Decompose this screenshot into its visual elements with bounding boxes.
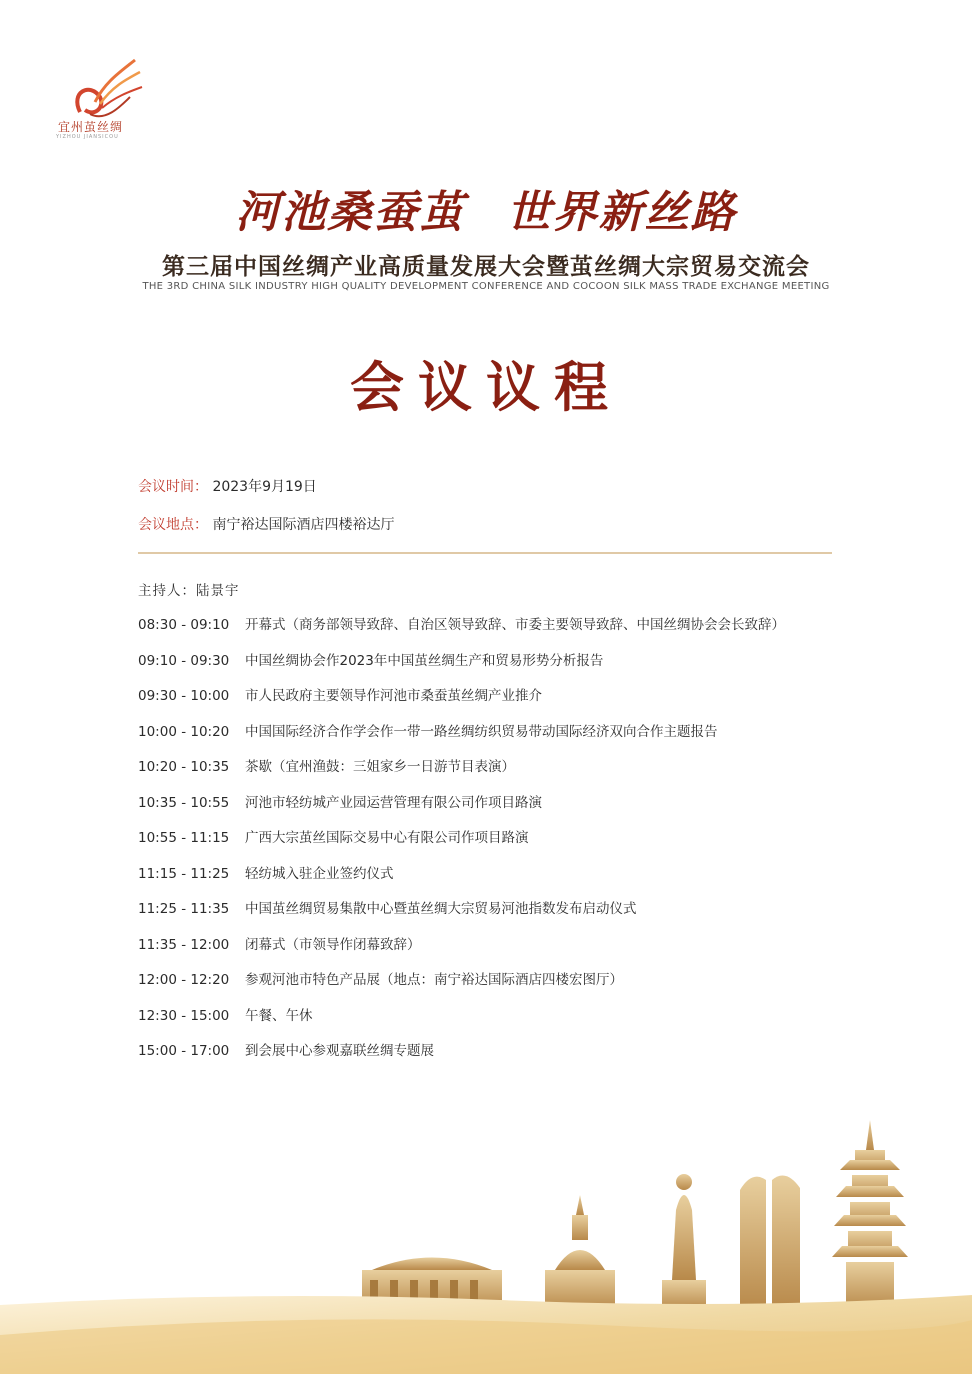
schedule-item: 闭幕式（市领导作闭幕致辞）: [245, 936, 421, 953]
golden-skyline-illustration: [0, 1120, 972, 1374]
schedule-item: 午餐、午休: [245, 1007, 313, 1024]
place-label: 会议地点：: [138, 517, 208, 533]
schedule-time: 08:30 - 09:10: [138, 617, 230, 633]
meeting-time: [138, 476, 317, 496]
logo-subtitle: YIZHOU JIANSICOU: [56, 134, 119, 140]
divider: [138, 552, 832, 554]
stupa-tower: [545, 1195, 615, 1310]
schedule-row: [138, 613, 858, 649]
meeting-place: [138, 514, 394, 534]
slogan: [0, 176, 972, 240]
schedule-item: 茶歇（宜州渔鼓：三姐家乡一日游节目表演）: [245, 759, 515, 775]
schedule-time: 11:25 - 11:35: [138, 901, 230, 917]
schedule-time: 10:35 - 10:55: [138, 794, 230, 811]
schedule-time: 09:30 - 10:00: [138, 688, 230, 704]
schedule-time: 10:00 - 10:20: [138, 723, 230, 740]
slogan-left: 河池桑蚕茧: [235, 187, 466, 238]
schedule-time: 12:30 - 15:00: [138, 1007, 230, 1024]
pagoda: [832, 1120, 908, 1310]
schedule-time: 11:15 - 11:25: [138, 865, 230, 882]
schedule-time: 10:55 - 11:15: [138, 830, 230, 846]
schedule-item: 市人民政府主要领导作河池市桑蚕茧丝绸产业推介: [245, 688, 542, 704]
schedule-row: [138, 1039, 858, 1075]
place-value: 南宁裕达国际酒店四楼裕达厅: [212, 517, 395, 533]
schedule-item: 轻纺城入驻企业签约仪式: [245, 865, 394, 882]
schedule-row: [138, 649, 858, 685]
schedule-row: [138, 791, 858, 827]
schedule-item: 到会展中心参观嘉联丝绸专题展: [245, 1043, 434, 1059]
schedule-time: 11:35 - 12:00: [138, 936, 230, 953]
conference-title-cn: 第三届中国丝绸产业高质量发展大会暨茧丝绸大宗贸易交流会: [162, 253, 810, 280]
schedule-row: [138, 755, 858, 791]
schedule-item: 广西大宗茧丝国际交易中心有限公司作项目路演: [245, 830, 529, 846]
schedule-time: 15:00 - 17:00: [138, 1043, 230, 1059]
logo-name: 宜州茧丝绸: [58, 120, 124, 134]
twin-towers: [740, 1176, 800, 1311]
agenda-title: 会议议程: [350, 356, 622, 419]
slogan-right: 世界新丝路: [506, 187, 737, 238]
schedule-item: 开幕式（商务部领导致辞、自治区领导致辞、市委主要领导致辞、中国丝绸协会会长致辞）: [245, 617, 785, 633]
schedule-time: 10:20 - 10:35: [138, 759, 230, 775]
schedule-row: [138, 897, 858, 933]
statue: [662, 1174, 706, 1310]
host: 主持人：陆景宇: [138, 583, 240, 599]
schedule-row: [138, 968, 858, 1004]
schedule-list: [138, 613, 858, 1075]
schedule-row: [138, 826, 858, 862]
time-label: 会议时间：: [138, 479, 208, 495]
schedule-item: 中国丝绸协会作2023年中国茧丝绸生产和贸易形势分析报告: [245, 652, 604, 669]
time-value: 2023年9月19日: [212, 479, 317, 495]
schedule-time: 12:00 - 12:20: [138, 972, 230, 988]
schedule-row: [138, 933, 858, 969]
schedule-row: [138, 720, 858, 756]
schedule-time: 09:10 - 09:30: [138, 652, 230, 669]
schedule-item: 中国国际经济合作学会作一带一路丝绸纺织贸易带动国际经济双向合作主题报告: [245, 723, 718, 740]
schedule-item: 河池市轻纺城产业园运营管理有限公司作项目路演: [245, 794, 542, 811]
schedule-row: [138, 1004, 858, 1040]
schedule-item: 参观河池市特色产品展（地点：南宁裕达国际酒店四楼宏图厅）: [245, 972, 623, 988]
schedule-row: [138, 684, 858, 720]
schedule-item: 中国茧丝绸贸易集散中心暨茧丝绸大宗贸易河池指数发布启动仪式: [245, 901, 637, 917]
conference-title-en: THE 3RD CHINA SILK INDUSTRY HIGH QUALITY DEVELOPMENT CONFERENCE AND COCOON SILK MASS TRADE EXCHANGE MEETING: [142, 281, 830, 292]
schedule-row: [138, 862, 858, 898]
